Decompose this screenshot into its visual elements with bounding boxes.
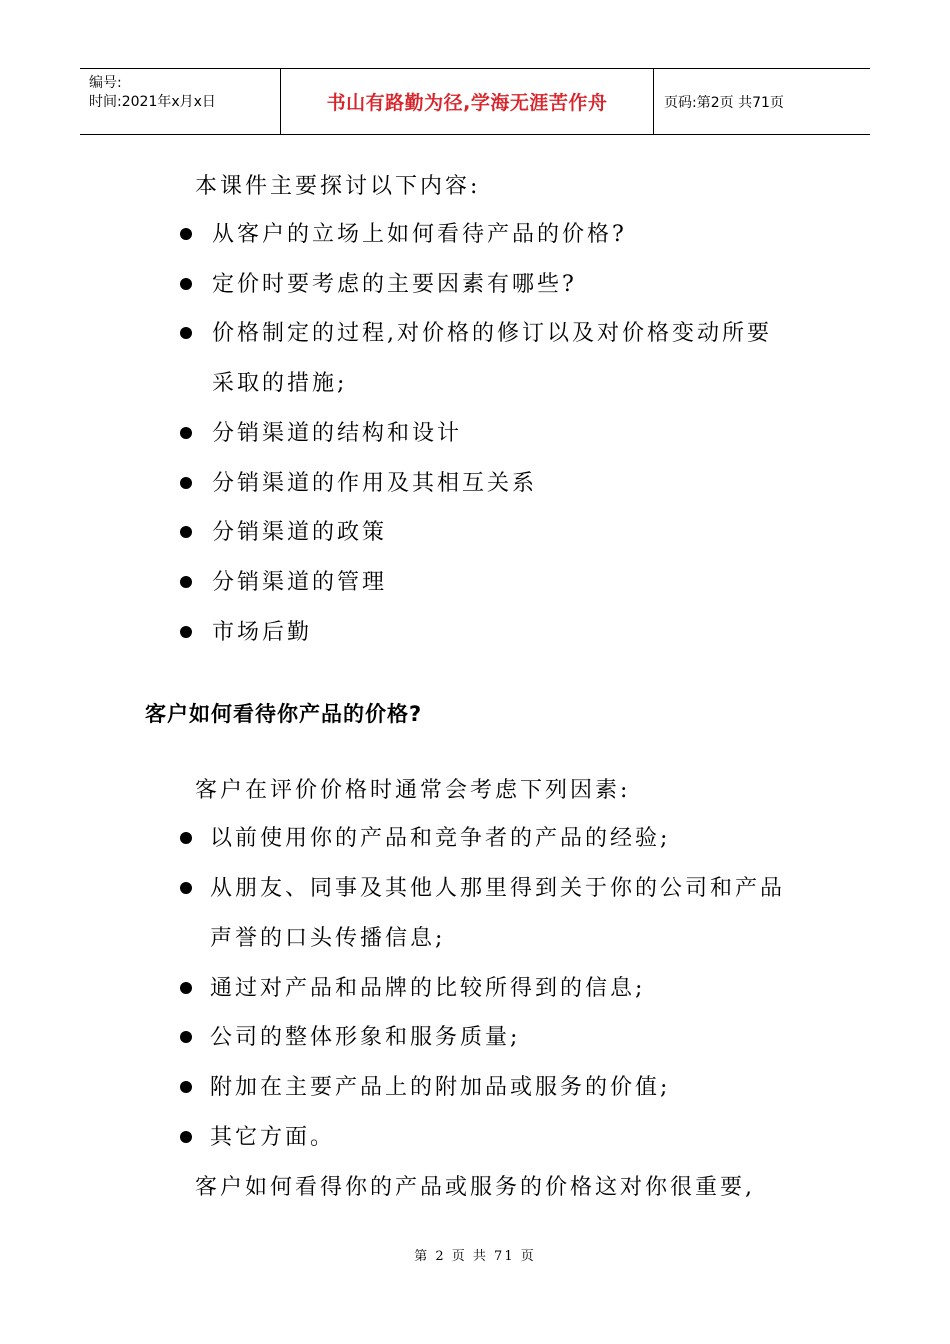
bullet-icon	[180, 1081, 192, 1093]
header-meta-cell	[80, 69, 281, 134]
list-item: 分销渠道的作用及其相互关系	[212, 471, 538, 496]
page-header	[80, 68, 870, 135]
bullet-icon	[180, 626, 192, 638]
list-item: 定价时要考虑的主要因素有哪些?	[212, 272, 577, 297]
list-item: 附加在主要产品上的附加品或服务的价值;	[210, 1075, 671, 1100]
list-item: 以前使用你的产品和竞争者的产品的经验;	[210, 826, 671, 851]
header-page-cell	[654, 69, 870, 134]
bullet-icon	[180, 1031, 192, 1043]
page-footer: 第 2 页 共 71 页	[414, 1249, 536, 1264]
list-item-continuation: 声誉的口头传播信息;	[210, 926, 446, 951]
bullet-icon	[180, 278, 192, 290]
list-item: 从客户的立场上如何看待产品的价格?	[212, 222, 627, 247]
bullet-icon	[180, 477, 192, 489]
bullet-icon	[180, 882, 192, 894]
section2-heading: 客户如何看待你产品的价格?	[145, 702, 423, 726]
list-item: 分销渠道的结构和设计	[212, 421, 463, 446]
bullet-icon	[180, 832, 192, 844]
document-time-label: 时间:2021年x月x日	[89, 94, 216, 110]
header-motto: 书山有路勤为径,学海无涯苦作舟	[326, 92, 608, 114]
bullet-icon	[180, 427, 192, 439]
list-item: 价格制定的过程,对价格的修订以及对价格变动所要	[212, 321, 772, 346]
list-item: 分销渠道的管理	[212, 570, 388, 595]
section1-intro: 本课件主要探讨以下内容:	[195, 174, 481, 199]
list-item: 其它方面。	[210, 1125, 336, 1150]
bullet-icon	[180, 526, 192, 538]
list-item: 市场后勤	[212, 620, 313, 645]
list-item: 公司的整体形象和服务质量;	[210, 1025, 521, 1050]
closing-paragraph: 客户如何看得你的产品或服务的价格这对你很重要,	[195, 1175, 755, 1200]
list-item: 分销渠道的政策	[212, 520, 388, 545]
bullet-icon	[180, 982, 192, 994]
bullet-icon	[180, 228, 192, 240]
list-item: 从朋友、同事及其他人那里得到关于你的公司和产品	[210, 876, 786, 901]
bullet-icon	[180, 327, 192, 339]
bullet-icon	[180, 1131, 192, 1143]
list-item: 通过对产品和品牌的比较所得到的信息;	[210, 976, 646, 1001]
bullet-icon	[180, 576, 192, 588]
document-number-label: 编号:	[89, 75, 122, 91]
header-motto-cell	[281, 69, 654, 134]
header-page-info: 页码:第2页 共71页	[664, 94, 784, 111]
section2-intro: 客户在评价价格时通常会考虑下列因素:	[195, 778, 631, 803]
list-item-continuation: 采取的措施;	[212, 371, 348, 396]
